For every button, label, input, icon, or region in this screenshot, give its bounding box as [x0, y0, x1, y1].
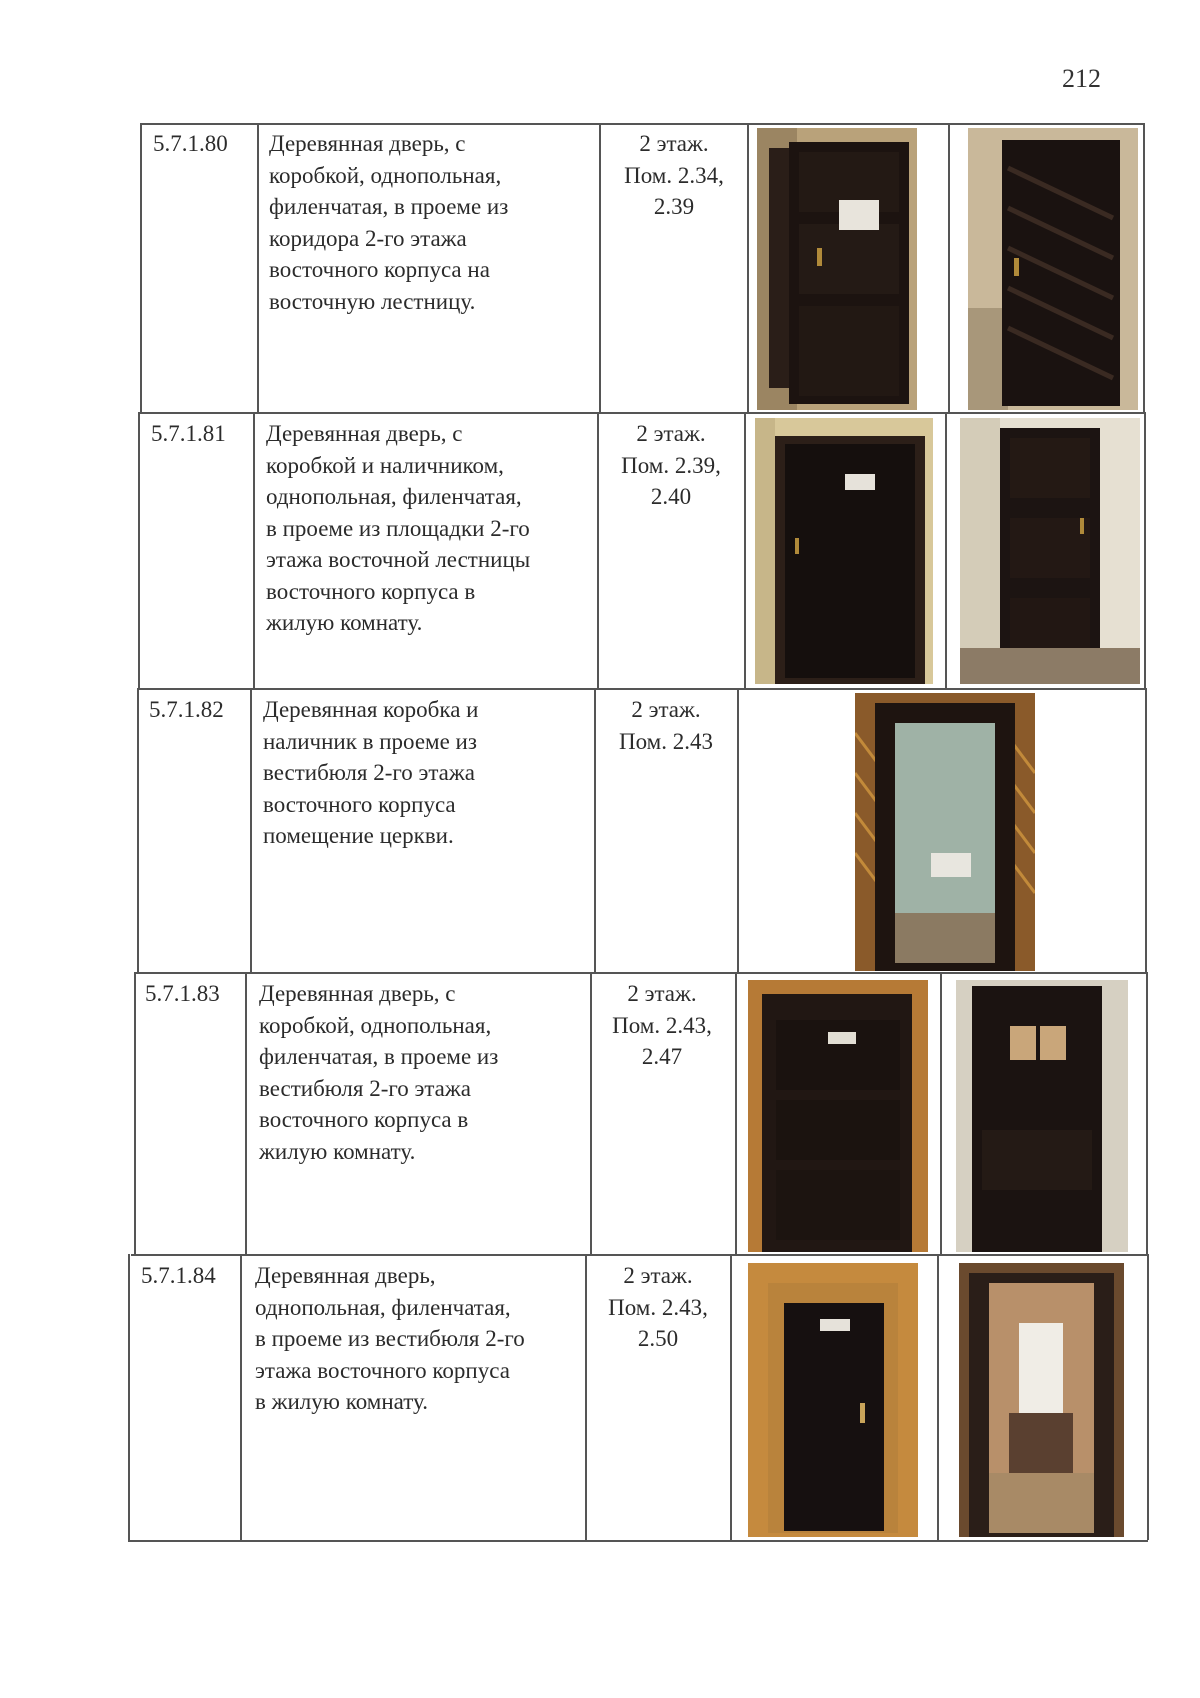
item-location: 2 этаж. Пом. 2.43, 2.50: [608, 1263, 708, 1351]
door-photo: [960, 418, 1140, 684]
door-photo: [956, 980, 1128, 1252]
item-description: Деревянная дверь, с коробкой, однопольная, филенчатая, в проеме из вестибюля 2-го этажа восточного корпуса в жилую комнату.: [259, 981, 499, 1164]
door-photo: [968, 128, 1138, 410]
item-description: Деревянная дверь, с коробкой и наличником, однопольная, филенчатая, в проеме из площадки 2-го этажа восточной лестницы восточного корпуса в жилую комнату.: [266, 421, 531, 635]
item-code: 5.7.1.83: [145, 981, 220, 1006]
item-location: 2 этаж. Пом. 2.43, 2.47: [612, 981, 712, 1069]
item-location: 2 этаж. Пом. 2.39, 2.40: [621, 421, 721, 509]
door-photo: [748, 1263, 918, 1537]
item-description: Деревянная дверь, с коробкой, однопольная, филенчатая, в проеме из коридора 2-го этажа восточного корпуса на восточную лестницу.: [269, 131, 509, 314]
item-code: 5.7.1.82: [149, 697, 224, 722]
item-code: 5.7.1.84: [141, 1263, 216, 1288]
item-description: Деревянная дверь, однопольная, филенчатая, в проеме из вестибюля 2-го этажа восточного корпуса в жилую комнату.: [255, 1263, 525, 1414]
corridor-photo: [959, 1263, 1124, 1537]
item-code: 5.7.1.81: [151, 421, 226, 446]
page-number: 212: [1062, 64, 1101, 93]
door-photo: [757, 128, 917, 410]
item-code: 5.7.1.80: [153, 131, 228, 156]
door-photo: [748, 980, 928, 1252]
door-photo: [755, 418, 933, 684]
item-description: Деревянная коробка и наличник в проеме из вестибюля 2-го этажа восточного корпуса помещение церкви.: [263, 697, 479, 848]
item-location: 2 этаж. Пом. 2.34, 2.39: [624, 131, 724, 219]
item-location: 2 этаж. Пом. 2.43: [619, 697, 713, 754]
doorway-photo: [855, 693, 1035, 971]
